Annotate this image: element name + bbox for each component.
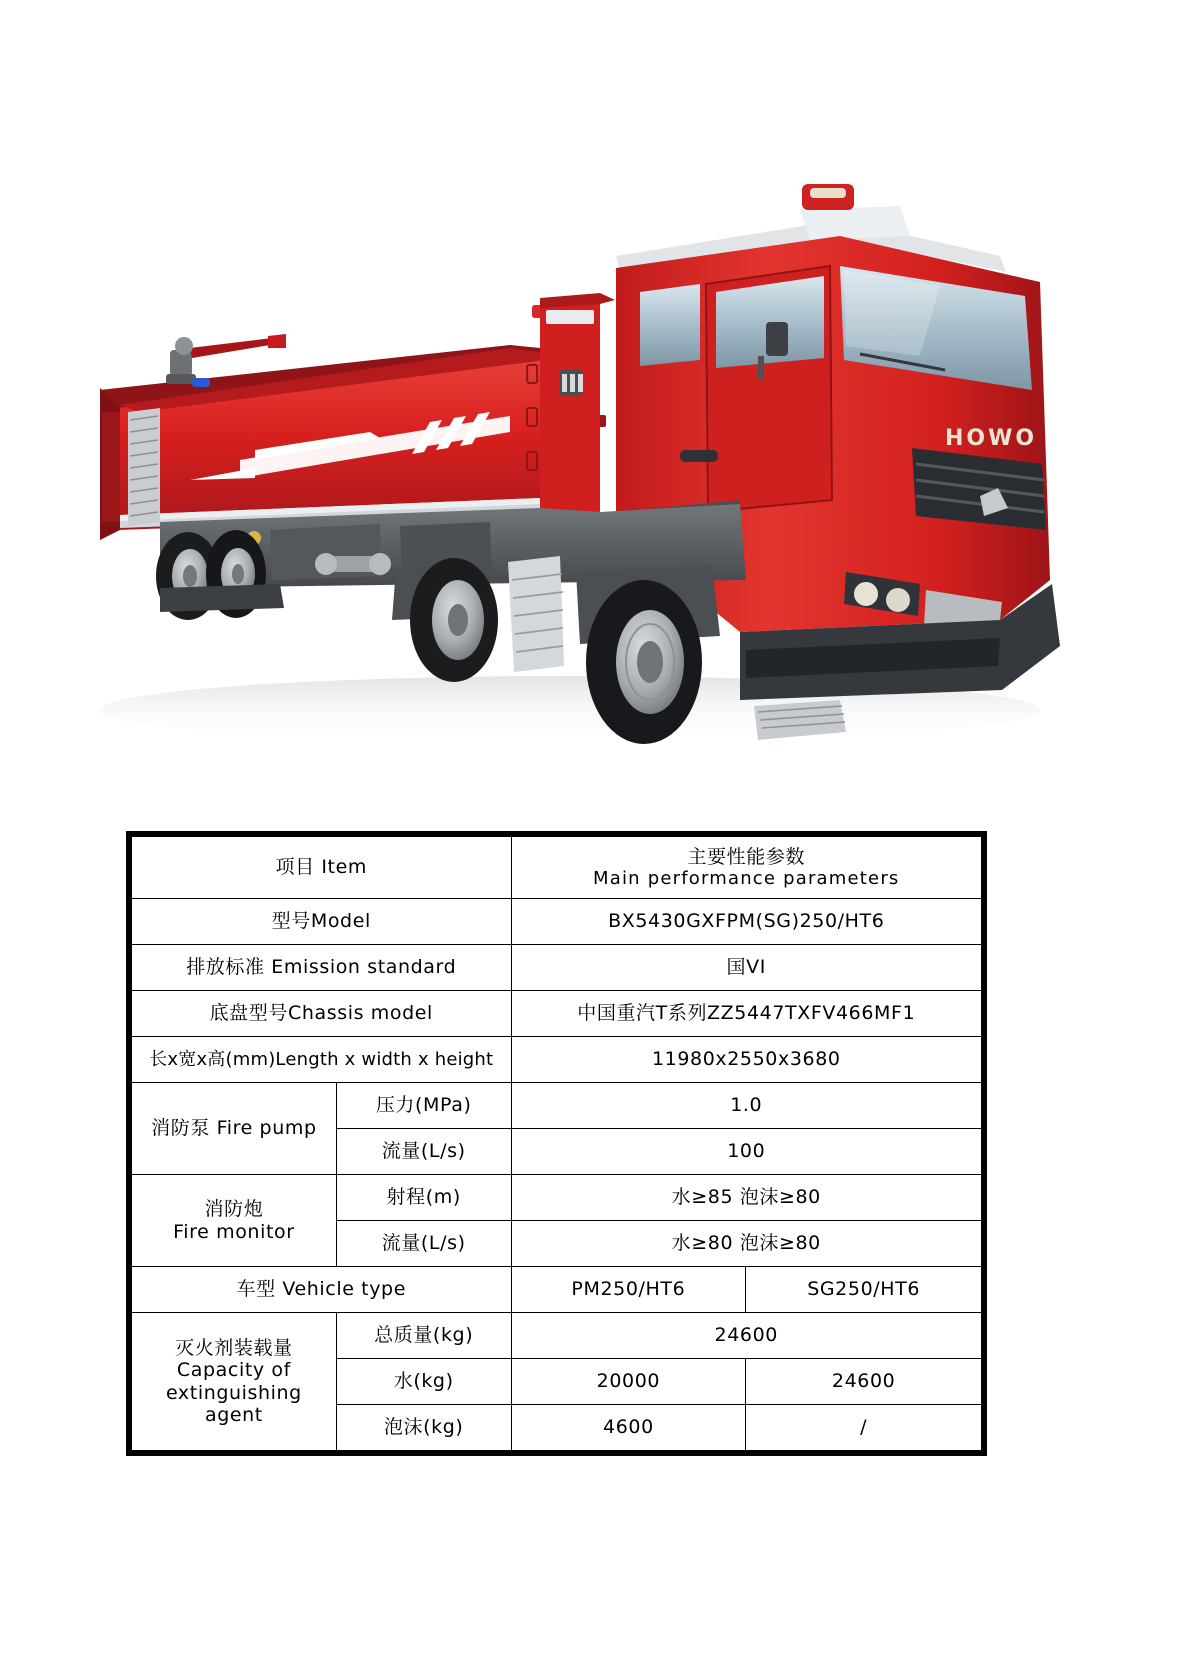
label-fire-monitor <box>132 1175 337 1267</box>
value-vehicle-type-2: SG250/HT6 <box>746 1267 982 1313</box>
value-emission: 国VI <box>511 945 981 991</box>
label-water: 水(kg) <box>336 1359 511 1405</box>
fire-truck-illustration <box>40 60 1090 780</box>
label-dimension: 长x宽x高(mm)Length x width x height <box>132 1037 512 1083</box>
label-pump-pressure: 压力(MPa) <box>336 1083 511 1129</box>
table-row-total-mass <box>132 1313 982 1359</box>
wheel-front <box>586 580 702 744</box>
value-chassis: 中国重汽T系列ZZ5447TXFV466MF1 <box>511 991 981 1037</box>
value-dimension: 11980x2550x3680 <box>511 1037 981 1083</box>
fire-truck-photo <box>40 60 1090 780</box>
label-pump-flow: 流量(L/s) <box>336 1129 511 1175</box>
value-pump-flow: 100 <box>511 1129 981 1175</box>
table-row-pump-pressure <box>132 1083 982 1129</box>
table-row-emission <box>132 945 982 991</box>
label-capacity-en2: extinguishing agent <box>165 1381 302 1426</box>
label-monitor-range: 射程(m) <box>336 1175 511 1221</box>
header-params-cell <box>511 837 981 899</box>
table-row-chassis <box>132 991 982 1037</box>
label-fire-monitor-cn: 消防炮 <box>204 1198 264 1221</box>
label-capacity <box>132 1313 337 1451</box>
value-water-1: 20000 <box>511 1359 746 1405</box>
label-model: 型号Model <box>132 899 512 945</box>
label-capacity-cn: 灭火剂装载量 <box>175 1336 293 1359</box>
label-emission: 排放标准 Emission standard <box>132 945 512 991</box>
value-water-2: 24600 <box>746 1359 982 1405</box>
table-row-model <box>132 899 982 945</box>
label-vehicle-type: 车型 Vehicle type <box>132 1267 512 1313</box>
label-chassis: 底盘型号Chassis model <box>132 991 512 1037</box>
header-params-en: Main performance parameters <box>593 868 900 890</box>
label-fire-pump: 消防泵 Fire pump <box>132 1083 337 1175</box>
label-foam: 泡沫(kg) <box>336 1405 511 1451</box>
label-fire-monitor-en: Fire monitor <box>173 1220 295 1243</box>
value-monitor-range: 水≥85 泡沫≥80 <box>511 1175 981 1221</box>
value-vehicle-type-1: PM250/HT6 <box>511 1267 746 1313</box>
value-foam-2: / <box>746 1405 982 1451</box>
value-foam-1: 4600 <box>511 1405 746 1451</box>
table-row-header <box>132 837 982 899</box>
wheel-mid <box>410 558 498 682</box>
value-model: BX5430GXFPM(SG)250/HT6 <box>511 899 981 945</box>
svg-text:HOWO: HOWO <box>945 426 1038 451</box>
spec-table-container <box>131 836 982 1451</box>
label-total-mass: 总质量(kg) <box>336 1313 511 1359</box>
value-total-mass: 24600 <box>511 1313 981 1359</box>
header-params-cn: 主要性能参数 <box>687 845 806 868</box>
table-row-vehicle-type <box>132 1267 982 1313</box>
beacon-blue-rear <box>192 378 210 387</box>
spec-table <box>131 836 982 1451</box>
table-row-dimension <box>132 1037 982 1083</box>
value-pump-pressure: 1.0 <box>511 1083 981 1129</box>
header-item-cell: 项目 Item <box>132 837 512 899</box>
value-monitor-flow: 水≥80 泡沫≥80 <box>511 1221 981 1267</box>
label-capacity-en1: Capacity of <box>176 1359 291 1382</box>
table-row-monitor-range <box>132 1175 982 1221</box>
label-monitor-flow: 流量(L/s) <box>336 1221 511 1267</box>
